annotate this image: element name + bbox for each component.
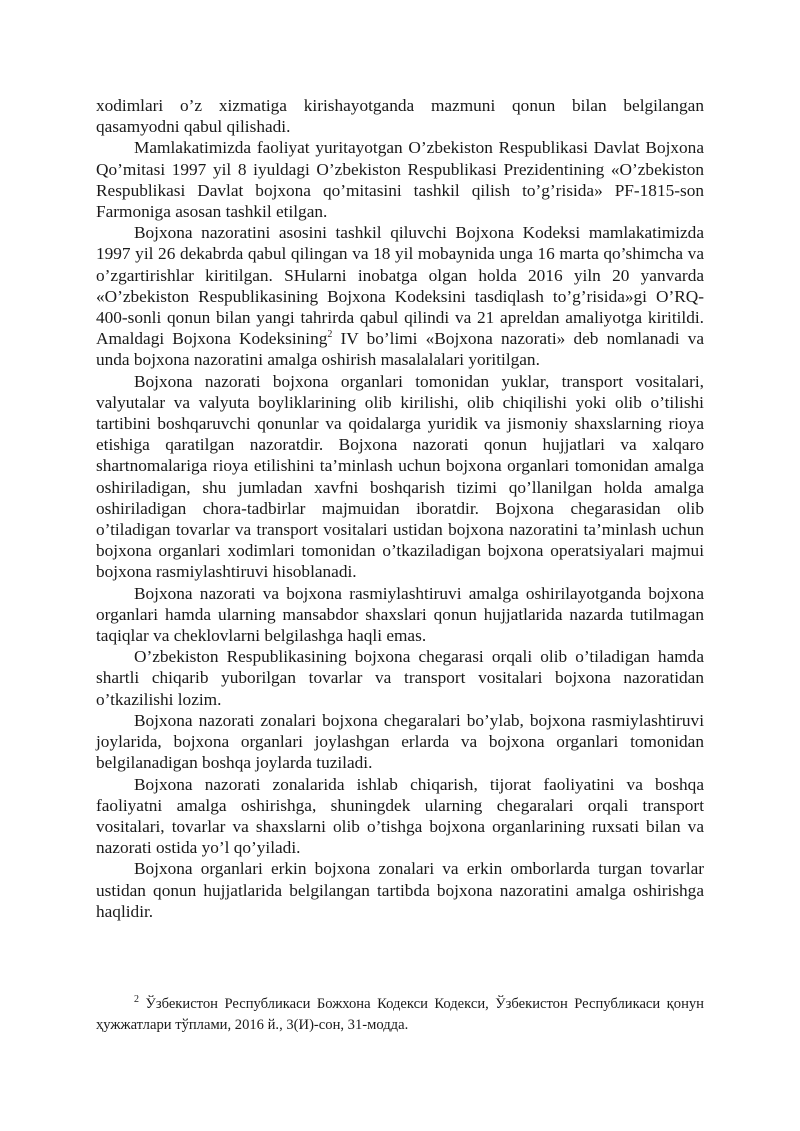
footnote-number: 2 [134, 994, 139, 1006]
footnote-reference[interactable]: 2 [327, 329, 333, 341]
paragraph-3-text-b: IV bo’limi «Bojxona nazorati» deb nomlanadi va unda bojxona nazoratini amalga oshirish masalalalari yoritilgan. [96, 329, 705, 370]
paragraph-7: Bojxona nazorati zonalari bojxona chegaralari bo’ylab, bojxona rasmiylashtiruvi joylarida, bojxona organlari joylashgan erlarda va bojxona organlari tomonidan belgilanadigan boshqa joylarda tuziladi. [96, 710, 704, 773]
paragraph-5: Bojxona nazorati va bojxona rasmiylashtiruvi amalga oshirilayotganda bojxona organlari hamda ularning mansabdor shaxslari qonun hujjatlarida nazarda tutilmagan taqiqlar va cheklovlarni belgilashga haqli emas. [96, 583, 704, 646]
paragraph-9: Bojxona organlari erkin bojxona zonalari va erkin omborlarda turgan tovarlar ustidan qonun hujjatlarida belgilangan tartibda bojxona nazoratini amalga oshirishga haqlidir. [96, 859, 704, 921]
paragraph-3-text-a: Bojxona nazoratini asosini tashkil qiluvchi Bojxona Kodeksi mamlakatimizda 1997 yil 26 dekabrda qabul qilingan va 18 yil mobaynida unga 16 marta qo’shimcha va o’zgartirishlar kiritilgan. SHularni inobatga olgan holda 2016 yiln 20 yanvarda «O’zbekiston Respublikasining Bojxona Kodeksini tasdiqlash to’g’risida»gi O’RQ-400-sonli qonun bilan yangi tahrirda qabul qilindi va 21 apreldan amaliyotga kiritildi. Amaldagi Bojxona Kodeksining [96, 223, 704, 349]
footnote [96, 994, 704, 1036]
paragraph-2: Mamlakatimizda faoliyat yuritayotgan O’zbekiston Respublikasi Davlat Bojxona Qo’mitasi 1997 yil 8 iyuldagi O’zbekiston Respublikasi Prezidentining «O’zbekiston Respublikasi Davlat bojxona qo’mitasini tashkil qilish to’g’risida» PF-1815-son Farmoniga asosan tashkil etilgan. [96, 138, 704, 222]
paragraph-6: O’zbekiston Respublikasining bojxona chegarasi orqali olib o’tiladigan hamda shartli chiqarib yuborilgan tovarlar va transport vositalari bojxona nazoratidan o’tkazilishi lozim. [96, 647, 704, 709]
paragraph-4: Bojxona nazorati bojxona organlari tomonidan yuklar, transport vositalari, valyutalar va valyuta boyliklarining olib kirilishi, olib chiqilishi yoki olib o’tilishi tartibini boshqaruvchi qonunlar va qoidalarga yuridik va jismoniy shaxslarning rioya etishiga qaratilgan nazoratdir. Bojxona nazorati qonun hujjatlari va xalqaro shartnomalariga rioya etilishini ta’minlash uchun bojxona organlari tomonidan amalga oshiriladigan, shu jumladan xavfni boshqarish tizimi qo’llanilgan holda amalga oshiriladigan chora-tadbirlar majmuidan iboratdir. Bojxona chegarasidan olib o’tiladigan tovarlar va transport vositalari ustidan bojxona nazoratini ta’minlash uchun bojxona organlari xodimlari tomonidan o’tkaziladigan bojxona operatsiyalari majmui bojxona rasmiylashtiruvi hisoblanadi. [96, 371, 704, 582]
paragraph-8: Bojxona nazorati zonalarida ishlab chiqarish, tijorat faoliyatini va boshqa faoliyatni amalga oshirishga, shuningdek ularning chegaralari orqali transport vositalari, tovarlar va shaxslarni olib o’tishga bojxona organlarining ruxsati bilan va nazorati ostida yo’l qo’yiladi. [96, 774, 704, 858]
footnote-text: Ўзбекистон Республикаси Божхона Кодекси Кодекси, Ўзбекистон Республикаси қонун ҳужжатлари тўплами, 2016 й., 3(И)-сон, 31-модда. [96, 996, 704, 1033]
paragraph-3 [96, 222, 704, 370]
main-text [96, 95, 704, 922]
paragraph-1: xodimlari o’z xizmatiga kirishayotganda mazmuni qonun bilan belgilangan qasamyodni qabul qilishadi. [96, 96, 704, 137]
